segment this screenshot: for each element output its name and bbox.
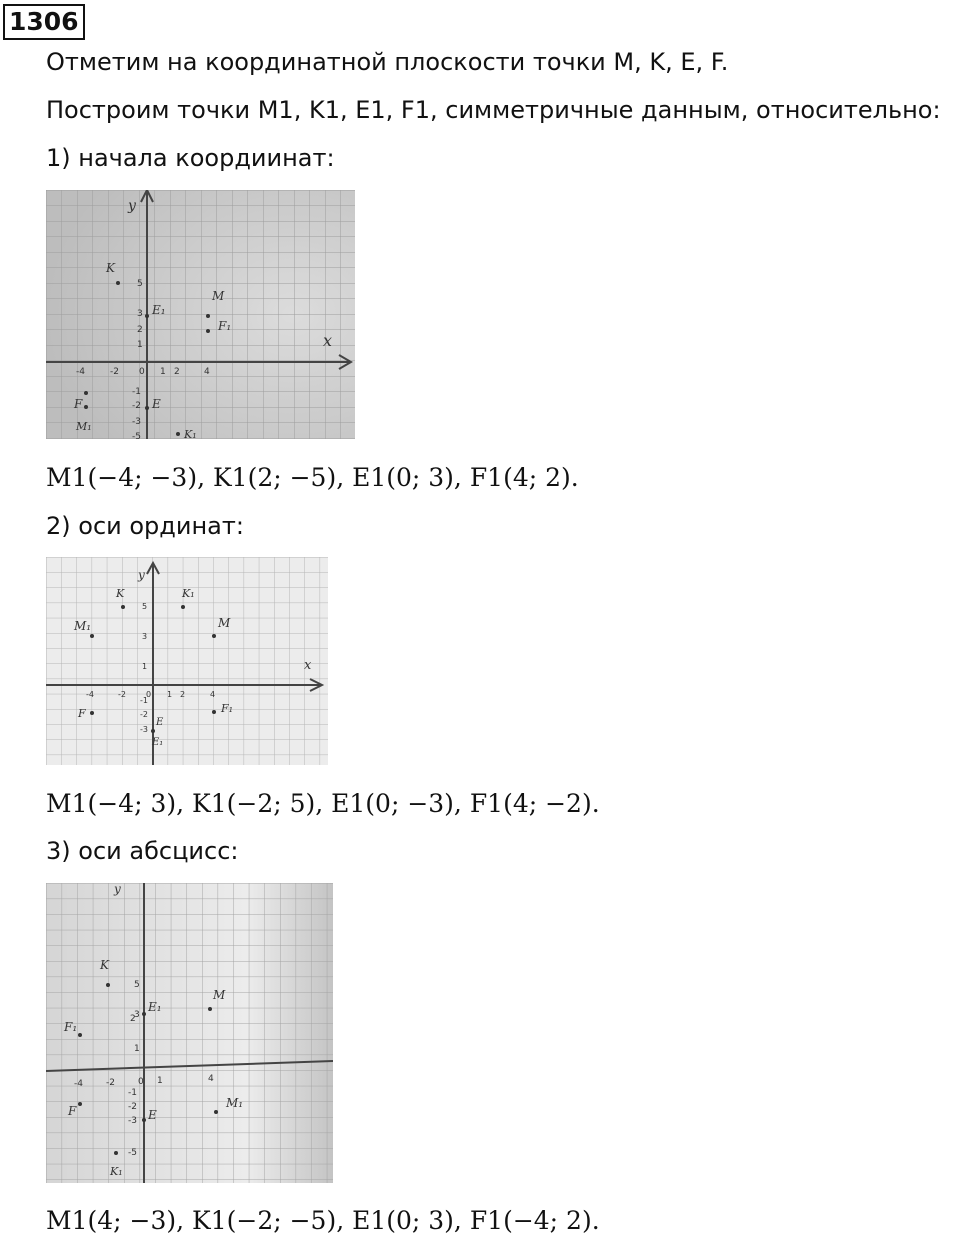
tick-y-3: 3	[134, 1010, 140, 1020]
tick-x-neg4: -4	[76, 367, 85, 377]
intro-line-1	[46, 47, 728, 77]
part-2-heading	[46, 511, 244, 541]
tick-y-3: 3	[142, 632, 148, 641]
point-E1	[142, 1012, 146, 1016]
point-K	[121, 605, 125, 609]
tick-x-neg2: -2	[110, 367, 119, 377]
x-axis-label: x	[323, 331, 333, 350]
point-F1	[212, 710, 216, 714]
point-M-lower	[84, 391, 88, 395]
tick-y-3: 3	[137, 309, 143, 319]
tick-y-2: 2	[137, 325, 143, 335]
label-E1: E₁	[148, 1000, 162, 1014]
tick-x-2: 2	[174, 367, 180, 377]
tick-y-2: 2	[130, 1014, 136, 1024]
label-F: F	[68, 1104, 77, 1118]
label-M: M	[213, 988, 226, 1002]
label-F1: F₁	[221, 702, 234, 715]
point-E1	[145, 314, 149, 318]
graph-photo-1-svg	[46, 190, 355, 439]
exercise-number: 1306	[3, 4, 85, 40]
part-2-heading-text: 2) оси ординат:	[46, 512, 244, 540]
label-K: K	[106, 261, 115, 275]
point-K	[106, 983, 110, 987]
point-K	[116, 281, 120, 285]
answer-1-text: M1(−4; −3), K1(2; −5), E1(0; 3), F1(4; 2).	[46, 463, 579, 492]
answer-3-text: M1(4; −3), K1(−2; −5), E1(0; 3), F1(−4; 2).	[46, 1206, 600, 1235]
label-M: M	[212, 289, 225, 303]
tick-x-neg4: -4	[86, 690, 94, 699]
intro-line-2-text: Построим точки M1, K1, E1, F1, симметричные данным, относительно:	[46, 96, 941, 124]
point-F1	[206, 329, 210, 333]
tick-x-1: 1	[160, 367, 166, 377]
tick-x-neg4: -4	[74, 1079, 83, 1089]
label-M1: M₁	[226, 1096, 244, 1110]
point-F	[90, 711, 94, 715]
label-M1: M₁	[76, 420, 92, 433]
label-K: K	[100, 958, 109, 972]
point-E	[145, 406, 149, 410]
intro-line-2	[46, 95, 941, 125]
point-M	[212, 634, 216, 638]
tick-x-0: 0	[139, 367, 145, 377]
tick-x-1: 1	[167, 690, 173, 699]
intro-line-1-text: Отметим на координатной плоскости точки M, K, E, F.	[46, 48, 729, 76]
graph-photo-2	[46, 557, 328, 765]
y-axis-label: y	[114, 883, 121, 896]
label-K1: K₁	[110, 1165, 123, 1178]
tick-y-1: 1	[142, 662, 148, 671]
tick-y-neg2: -2	[128, 1102, 137, 1112]
answer-2	[46, 789, 600, 819]
tick-y-neg3: -3	[140, 725, 148, 734]
y-axis-label: y	[128, 198, 136, 214]
point-M	[206, 314, 210, 318]
part-1-heading-text: 1) начала коордиинат:	[46, 144, 335, 172]
label-E: E	[152, 397, 161, 411]
tick-y-neg3: -3	[132, 417, 141, 427]
tick-y-1: 1	[134, 1044, 140, 1054]
tick-y-5: 5	[142, 602, 148, 611]
x-axis-label: x	[304, 658, 312, 673]
label-E: E	[156, 717, 164, 728]
graph-photo-3-svg	[46, 883, 333, 1183]
label-E1: E₁	[152, 303, 166, 317]
graph-photo-1	[46, 190, 355, 439]
label-K: K	[116, 587, 125, 600]
point-E	[142, 1118, 146, 1122]
answer-3	[46, 1206, 600, 1236]
tick-y-neg5: -5	[128, 1148, 137, 1158]
part-1-heading	[46, 143, 335, 173]
tick-y-1: 1	[137, 340, 143, 350]
graph-photo-2-svg	[46, 557, 328, 765]
tick-y-neg2: -2	[132, 401, 141, 411]
label-M: M	[218, 616, 231, 630]
point-K1	[114, 1151, 118, 1155]
tick-x-0: 0	[138, 1077, 144, 1087]
tick-y-5: 5	[137, 279, 143, 289]
tick-y-5: 5	[134, 980, 140, 990]
label-E1: E₁	[152, 737, 164, 748]
label-F: F	[78, 707, 86, 720]
tick-y-neg1: -1	[128, 1088, 137, 1098]
tick-x-neg2: -2	[106, 1078, 115, 1088]
answer-2-text: M1(−4; 3), K1(−2; 5), E1(0; −3), F1(4; −2).	[46, 789, 600, 818]
tick-x-4: 4	[210, 690, 216, 699]
part-3-heading	[46, 836, 238, 866]
point-M	[208, 1007, 212, 1011]
tick-x-neg2: -2	[118, 690, 126, 699]
label-F: F	[74, 397, 83, 411]
tick-y-neg1: -1	[132, 387, 141, 397]
tick-y-neg1: -1	[140, 696, 148, 705]
tick-y-neg5: -5	[132, 432, 141, 439]
label-F1: F₁	[218, 319, 232, 333]
tick-x-1: 1	[157, 1076, 163, 1086]
y-axis-label: y	[138, 568, 145, 582]
graph-photo-3	[46, 883, 333, 1183]
point-F1	[78, 1033, 82, 1037]
label-K1: K₁	[184, 428, 197, 439]
point-F	[84, 405, 88, 409]
tick-x-4: 4	[204, 367, 210, 377]
point-E	[151, 729, 155, 733]
tick-x-4: 4	[208, 1074, 214, 1084]
tick-y-neg2: -2	[140, 710, 148, 719]
point-K1	[176, 432, 180, 436]
point-M1	[214, 1110, 218, 1114]
label-F1: F₁	[64, 1020, 78, 1034]
tick-y-neg3: -3	[128, 1116, 137, 1126]
point-M1	[90, 634, 94, 638]
label-M1: M₁	[74, 619, 92, 633]
point-K1	[181, 605, 185, 609]
answer-1	[46, 463, 579, 493]
tick-x-2: 2	[180, 690, 186, 699]
label-E: E	[148, 1108, 157, 1122]
point-F	[78, 1102, 82, 1106]
tick-x-0: 0	[146, 690, 152, 699]
part-3-heading-text: 3) оси абсцисс:	[46, 837, 239, 865]
label-K1: K₁	[182, 587, 195, 600]
